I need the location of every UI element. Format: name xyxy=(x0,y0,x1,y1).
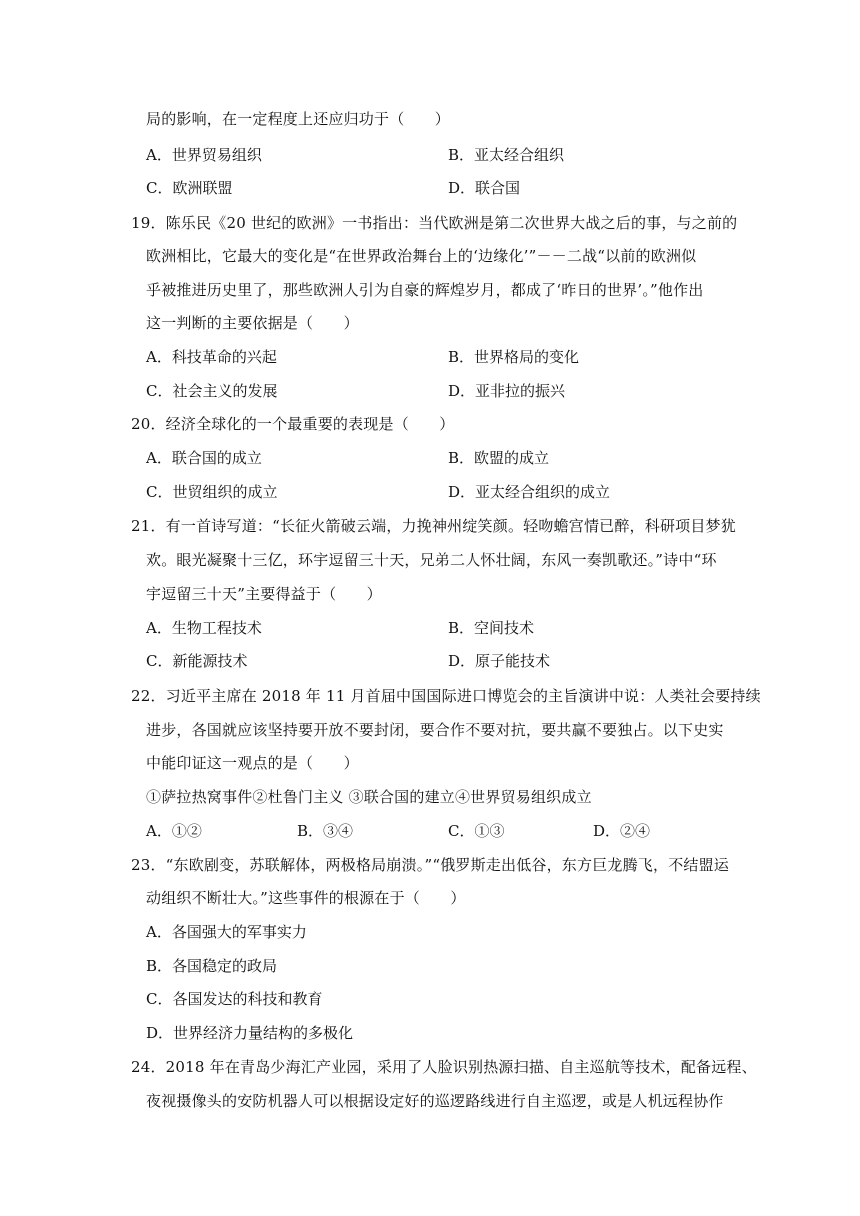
q21-option-a: A．生物工程技术 xyxy=(146,619,262,637)
q21-stem-line-1: 21．有一首诗写道：“长征火箭破云端，力挽神州绽笑颜。轻吻蟾宫情已醉，科研项目梦犹 xyxy=(131,517,736,535)
q18-option-d: D．联合国 xyxy=(448,179,521,197)
q23-option-a: A．各国强大的军事实力 xyxy=(146,923,307,941)
q19-option-a: A．科技革命的兴起 xyxy=(146,348,277,366)
q19-stem-line-2: 欧洲相比，它最大的变化是“在世界政治舞台上的‘边缘化’”－－二战“以前的欧洲似 xyxy=(146,247,697,265)
q19-option-b: B．世界格局的变化 xyxy=(448,348,580,366)
q18-stem-continuation: 局的影响，在一定程度上还应归功于（ ） xyxy=(146,110,451,128)
q18-option-a: A．世界贸易组织 xyxy=(146,146,262,164)
q20-option-a: A．联合国的成立 xyxy=(146,449,262,467)
q22-stem-line-1: 22．习近平主席在 2018 年 11 月首届中国国际进口博览会的主旨演讲中说：人类社会要持续 xyxy=(131,687,761,705)
q20-option-c: C．世贸组织的成立 xyxy=(146,483,278,501)
q24-stem-line-1: 24．2018 年在青岛少海汇产业园，采用了人脸识别热源扫描、自主巡航等技术，配备远程、 xyxy=(131,1058,757,1076)
q23-stem-line-2: 动组织不断壮大。”这些事件的根源在于（ ） xyxy=(146,889,466,907)
q20-option-d: D．亚太经合组织的成立 xyxy=(448,483,611,501)
q21-stem-line-2: 欢。眼光凝聚十三亿，环宇逗留三十天，兄弟二人怀壮阔，东风一奏凯歌还。”诗中“环 xyxy=(146,551,717,569)
q23-option-b: B．各国稳定的政局 xyxy=(146,957,278,975)
q22-option-d: D．②④ xyxy=(593,822,651,840)
q18-option-c: C．欧洲联盟 xyxy=(146,179,233,197)
q22-stem-line-2: 进步，各国就应该坚持要开放不要封闭，要合作不要对抗，要共赢不要独占。以下史实 xyxy=(146,721,724,739)
q19-option-d: D．亚非拉的振兴 xyxy=(448,382,566,400)
q22-option-c: C．①③ xyxy=(448,822,505,840)
q22-option-b: B．③④ xyxy=(297,822,354,840)
q23-option-c: C．各国发达的科技和教育 xyxy=(146,990,323,1008)
q22-stem-line-3: 中能印证这一观点的是（ ） xyxy=(146,754,359,772)
q22-option-a: A．①② xyxy=(146,822,202,840)
q21-option-b: B．空间技术 xyxy=(448,619,535,637)
q19-option-c: C．社会主义的发展 xyxy=(146,382,278,400)
q19-stem-line-4: 这一判断的主要依据是（ ） xyxy=(146,314,359,332)
q22-statements: ①萨拉热窝事件②杜鲁门主义 ③联合国的建立④世界贸易组织成立 xyxy=(146,788,592,806)
q20-option-b: B．欧盟的成立 xyxy=(448,449,550,467)
q19-stem-line-3: 乎被推进历史里了，那些欧洲人引为自豪的辉煌岁月，都成了‘昨日的世界’。”他作出 xyxy=(146,281,704,299)
q23-option-d: D．世界经济力量结构的多极化 xyxy=(146,1024,354,1042)
q21-stem-line-3: 宇逗留三十天”主要得益于（ ） xyxy=(146,585,382,603)
q20-stem: 20．经济全球化的一个最重要的表现是（ ） xyxy=(131,415,455,433)
q21-option-d: D．原子能技术 xyxy=(448,652,551,670)
q18-option-b: B．亚太经合组织 xyxy=(448,146,565,164)
q19-stem-line-1: 19．陈乐民《20 世纪的欧洲》一书指出：当代欧洲是第二次世界大战之后的事，与之前的 xyxy=(131,214,738,232)
q24-stem-line-2: 夜视摄像头的安防机器人可以根据设定好的巡逻路线进行自主巡逻，或是人机远程协作 xyxy=(146,1092,724,1110)
q23-stem-line-1: 23．“东欧剧变，苏联解体，两极格局崩溃。”“俄罗斯走出低谷，东方巨龙腾飞，不结盟运 xyxy=(131,856,729,874)
q21-option-c: C．新能源技术 xyxy=(146,652,248,670)
